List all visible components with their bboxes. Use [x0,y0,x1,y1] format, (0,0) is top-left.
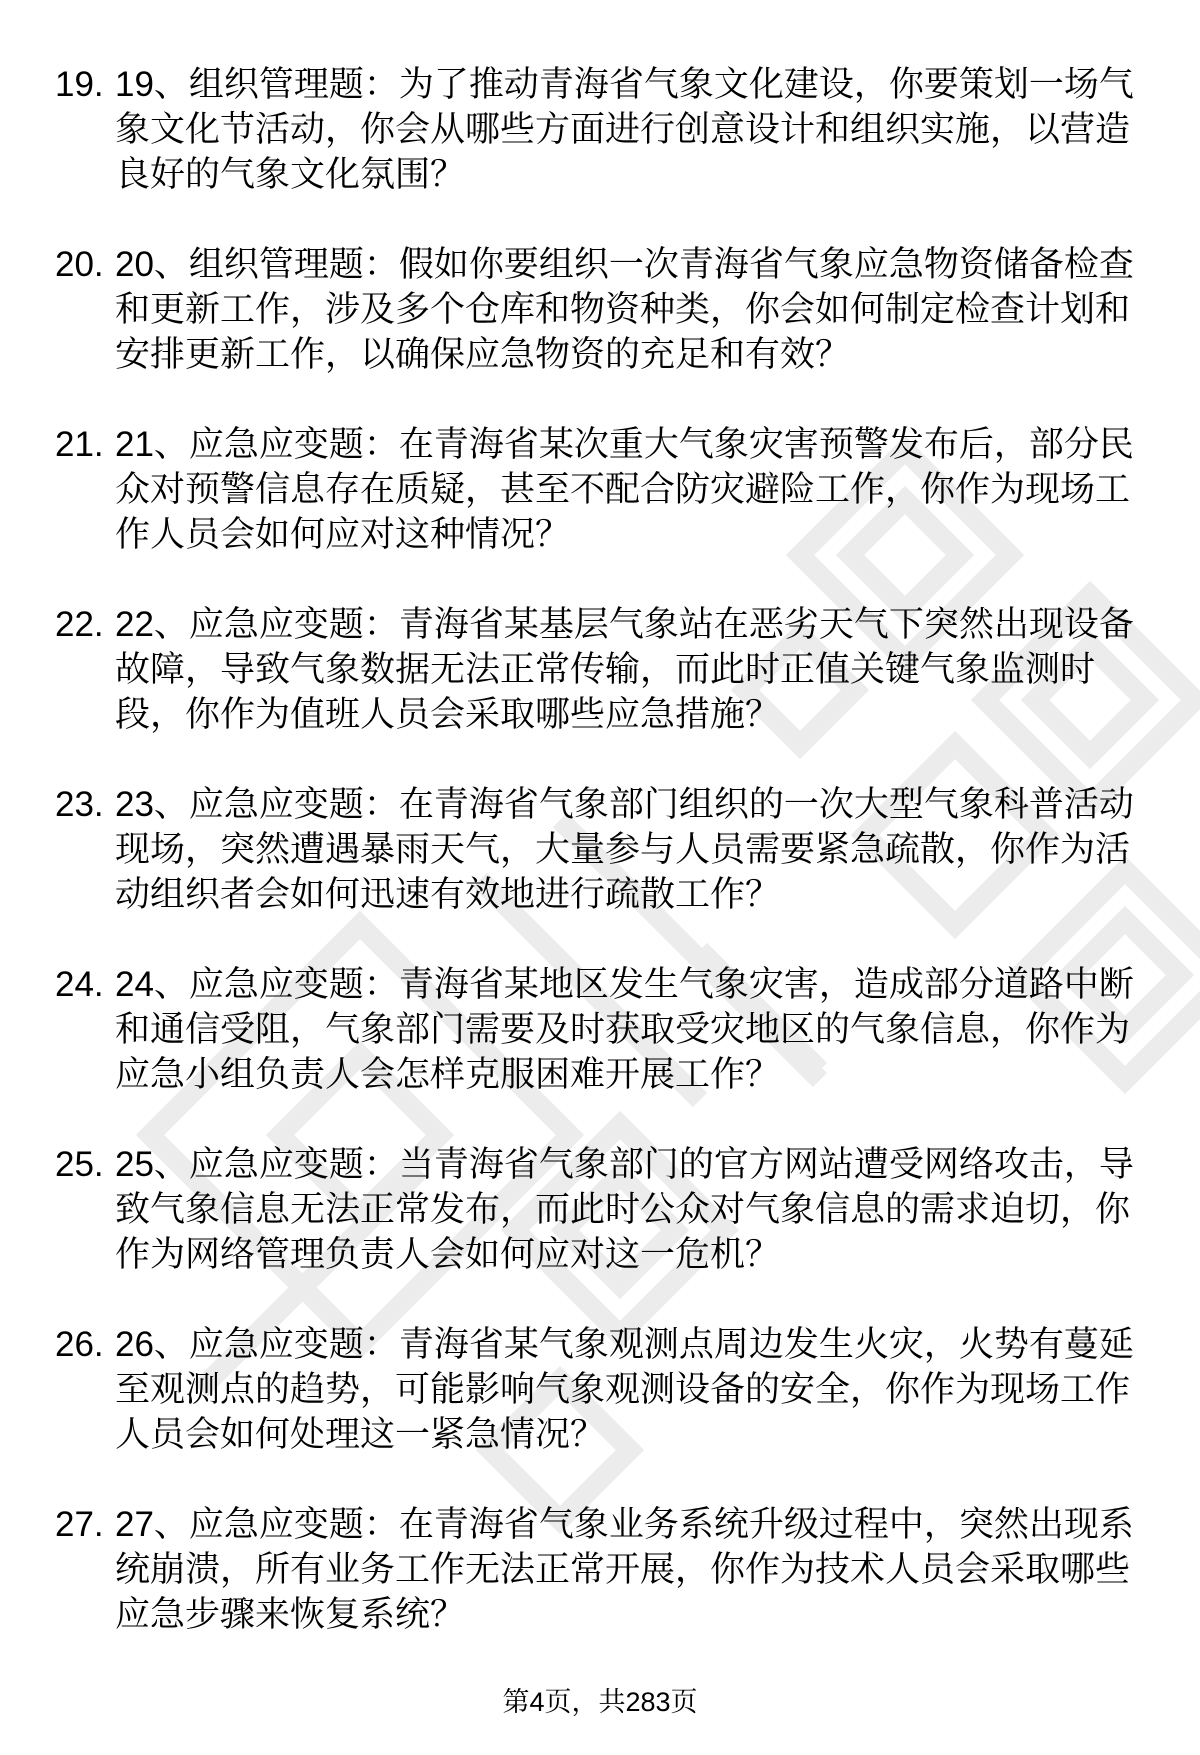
question-number: 23. [55,785,104,824]
question-text: 26、应急应变题：青海省某气象观测点周边发生火灾，火势有蔓延至观测点的趋势，可能影响气象观测设备的安全，你作为现场工作人员会如何处理这一紧急情况？ [115,1325,1134,1454]
question-text: 22、应急应变题：青海省某基层气象站在恶劣天气下突然出现设备故障，导致气象数据无法正常传输，而此时正值关键气象监测时段，你作为值班人员会采取哪些应急措施？ [115,605,1134,734]
question-text: 25、应急应变题：当青海省气象部门的官方网站遭受网络攻击，导致气象信息无法正常发布，而此时公众对气象信息的需求迫切，你作为网络管理负责人会如何应对这一危机？ [115,1145,1134,1274]
question-text: 20、组织管理题：假如你要组织一次青海省气象应急物资储备检查和更新工作，涉及多个仓库和物资种类，你会如何制定检查计划和安排更新工作，以确保应急物资的充足和有效？ [115,245,1134,374]
question-text: 19、组织管理题：为了推动青海省气象文化建设，你要策划一场气象文化节活动，你会从哪些方面进行创意设计和组织实施，以营造良好的气象文化氛围？ [115,65,1134,194]
question-text: 21、应急应变题：在青海省某次重大气象灾害预警发布后，部分民众对预警信息存在质疑，甚至不配合防灾避险工作，你作为现场工作人员会如何应对这种情况？ [115,425,1134,554]
question-item [55,1322,1200,1457]
question-number: 24. [55,965,104,1004]
question-number: 22. [55,605,104,644]
question-number: 19. [55,65,104,104]
question-item [55,1142,1200,1277]
question-number: 26. [55,1325,104,1364]
question-item [55,602,1200,737]
question-number: 20. [55,245,104,284]
question-number: 27. [55,1505,104,1544]
question-text: 24、应急应变题：青海省某地区发生气象灾害，造成部分道路中断和通信受阻，气象部门需要及时获取受灾地区的气象信息，你作为应急小组负责人会怎样克服困难开展工作？ [115,965,1134,1094]
question-item [55,422,1200,557]
question-item [55,962,1200,1097]
question-item [55,1502,1200,1637]
question-number: 21. [55,425,104,464]
question-item [55,242,1200,377]
question-number: 25. [55,1145,104,1184]
question-text: 23、应急应变题：在青海省气象部门组织的一次大型气象科普活动现场，突然遭遇暴雨天气，大量参与人员需要紧急疏散，你作为活动组织者会如何迅速有效地进行疏散工作？ [115,785,1134,914]
page-footer: 第4页，共283页 [502,1687,698,1717]
question-item [55,62,1200,197]
question-item [55,782,1200,917]
question-text: 27、应急应变题：在青海省气象业务系统升级过程中，突然出现系统崩溃，所有业务工作无法正常开展，你作为技术人员会采取哪些应急步骤来恢复系统？ [115,1505,1134,1634]
